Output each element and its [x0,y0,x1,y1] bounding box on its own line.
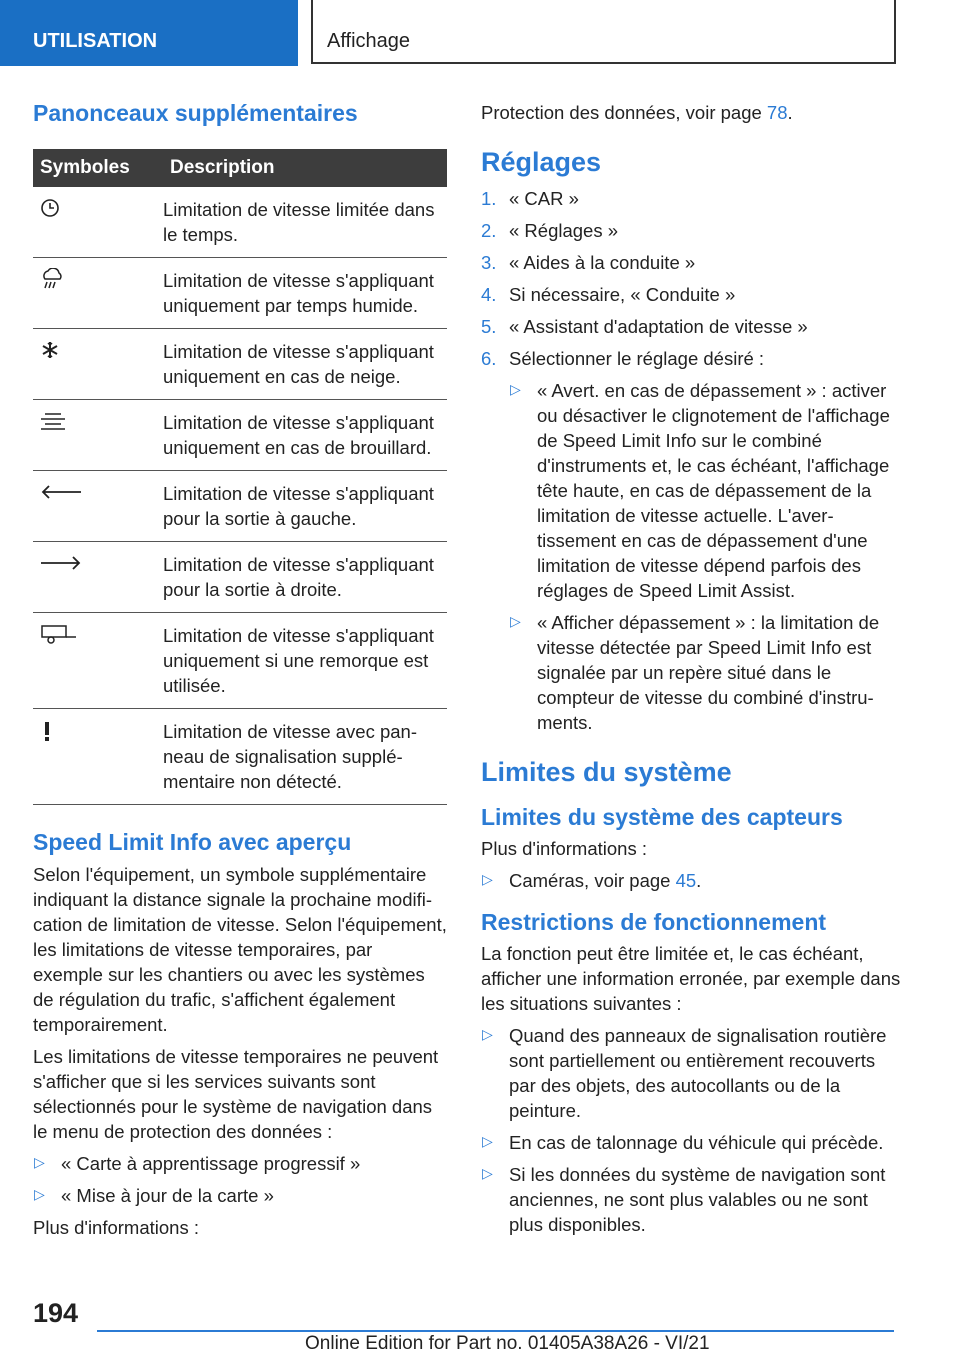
col-symbols-header: Symboles [33,149,163,187]
list-item: ▷ Caméras, voir page 45. [481,868,901,893]
edition-footer: Online Edition for Part no. 01405A38A26 - VI/21 [305,1333,710,1354]
symbols-table [33,149,447,805]
protection-reference: Protection des données, voir page 78. [481,102,793,123]
page-link[interactable]: 78 [766,102,788,123]
row-description: Limitation de vitesse avec panneau de signalisation supplémentaire non détecté. [163,709,447,805]
page-number: 194 [33,1298,79,1328]
table-row [33,258,447,329]
preview-paragraph-1: Selon l'équipement, un symbole supplémentaire indiquant la distance signale la prochaine modification de limitation de vitesse. Selon l'équipement, les limitations de vitesse temporaires, par exemple sur les chantiers ou avec les systèmes de régulation du trafic, s'affichent également temporairement. [33,864,447,1035]
table-row [33,709,447,805]
rain-icon [39,268,65,292]
table-row [33,471,447,542]
table-row [33,329,447,400]
list-item: ▷ « Mise à jour de la carte » [33,1183,447,1208]
restrictions-list [481,1023,901,1237]
list-item: 3. « Aides à la conduite » [481,252,696,273]
triangle-bullet-icon: ▷ [34,1154,45,1170]
list-item: 4. Si nécessaire, « Conduite » [481,284,736,305]
triangle-bullet-icon: ▷ [510,381,521,397]
col-description-header: Description [163,149,447,187]
setting-options [509,378,901,735]
preview-paragraph-2: Les limitations de vitesse temporaires ne peuvent s'afficher que si les services suivants sont sélectionnés pour le système de navigation dans le menu de protection des données : [33,1046,439,1142]
list-item: ▷ Quand des panneaux de signalisation routière sont partiellement ou entièrement recouverts par des objets, des autocollants ou de la peinture. [481,1023,901,1123]
topic-tab: Affichage [311,0,896,64]
sensors-heading: Limites du système des capteurs [481,804,843,830]
row-description: Limitation de vitesse s'appliquant uniquement en cas de brouillard. [163,400,447,471]
table-row [33,187,447,258]
row-description: Limitation de vitesse s'appliquant uniquement si une remorque est utilisée. [163,613,447,709]
list-item: 6. Sélectionner le réglage désiré : [481,348,765,369]
list-item: ▷ Si les données du système de navigation sont anciennes, ne sont plus valables ou ne sont plus disponibles. [481,1162,901,1237]
section-tab: UTILISATION [0,0,298,66]
triangle-bullet-icon: ▷ [482,1026,493,1042]
clock-icon [39,197,61,219]
table-row [33,400,447,471]
list-item: ▷ « Afficher dépassement » : la limitation de vitesse détectée par Speed Limit Info est signalée par un repère situé dans le compteur de vitesse du combiné d'instruments. [509,610,901,735]
table-row [33,542,447,613]
arrow-left-icon [39,481,83,503]
supplementary-signs-heading: Panonceaux supplémentaires [33,100,358,126]
triangle-bullet-icon: ▷ [482,1133,493,1149]
right-column [481,100,901,1244]
list-item: ▷ « Carte à apprentissage progressif » [33,1151,447,1176]
restrictions-heading: Restrictions de fonctionnement [481,909,827,935]
row-description: Limitation de vitesse s'appliquant pour la sortie à droite. [163,542,447,613]
exclamation-icon [39,719,55,743]
restrictions-paragraph: La fonction peut être limitée et, le cas échéant, afficher une information erronée, par exemple dans les situations suivantes : [481,943,901,1014]
triangle-bullet-icon: ▷ [34,1186,45,1202]
row-description: Limitation de vitesse limitée dans le temps. [163,187,447,258]
list-item: 2. « Réglages » [481,220,619,241]
sensors-list [481,868,901,893]
row-description: Limitation de vitesse s'appliquant uniquement en cas de neige. [163,329,447,400]
more-info-text: Plus d'informations : [33,1217,199,1238]
list-item: ▷ « Avert. en cas de dépassement » : activer ou désactiver le clignotement de l'affichage de Speed Limit Info sur le combiné d'instruments et, le cas échéant, l'affichage tête haute, en cas de dépassement de la limitation de vitesse actuelle. L'avertissement en cas de dépassement d'une limitation de vitesse dépend parfois des réglages de Speed Limit Assist. [509,378,901,603]
trailer-icon [39,623,79,647]
table-row [33,613,447,709]
fog-icon [39,410,67,432]
limits-heading: Limites du système [481,757,732,787]
arrow-right-icon [39,552,83,574]
triangle-bullet-icon: ▷ [482,1165,493,1181]
list-item: 5. « Assistant d'adaptation de vitesse » [481,316,808,337]
list-item: ▷ En cas de talonnage du véhicule qui précède. [481,1130,901,1155]
left-column [33,100,447,1240]
settings-heading: Réglages [481,147,602,177]
triangle-bullet-icon: ▷ [482,871,493,887]
triangle-bullet-icon: ▷ [510,613,521,629]
footer-divider [97,1330,894,1332]
services-list [33,1151,447,1208]
page-link[interactable]: 45 [675,870,697,891]
table-header-row [33,149,447,187]
preview-heading: Speed Limit Info avec aperçu [33,829,352,855]
snowflake-icon [39,339,61,361]
row-description: Limitation de vitesse s'appliquant pour la sortie à gauche. [163,471,447,542]
header-bar [0,0,960,66]
row-description: Limitation de vitesse s'appliquant uniquement par temps humide. [163,258,447,329]
list-item: 1. « CAR » [481,188,579,209]
settings-steps [481,186,901,735]
more-info-text: Plus d'informations : [481,838,647,859]
